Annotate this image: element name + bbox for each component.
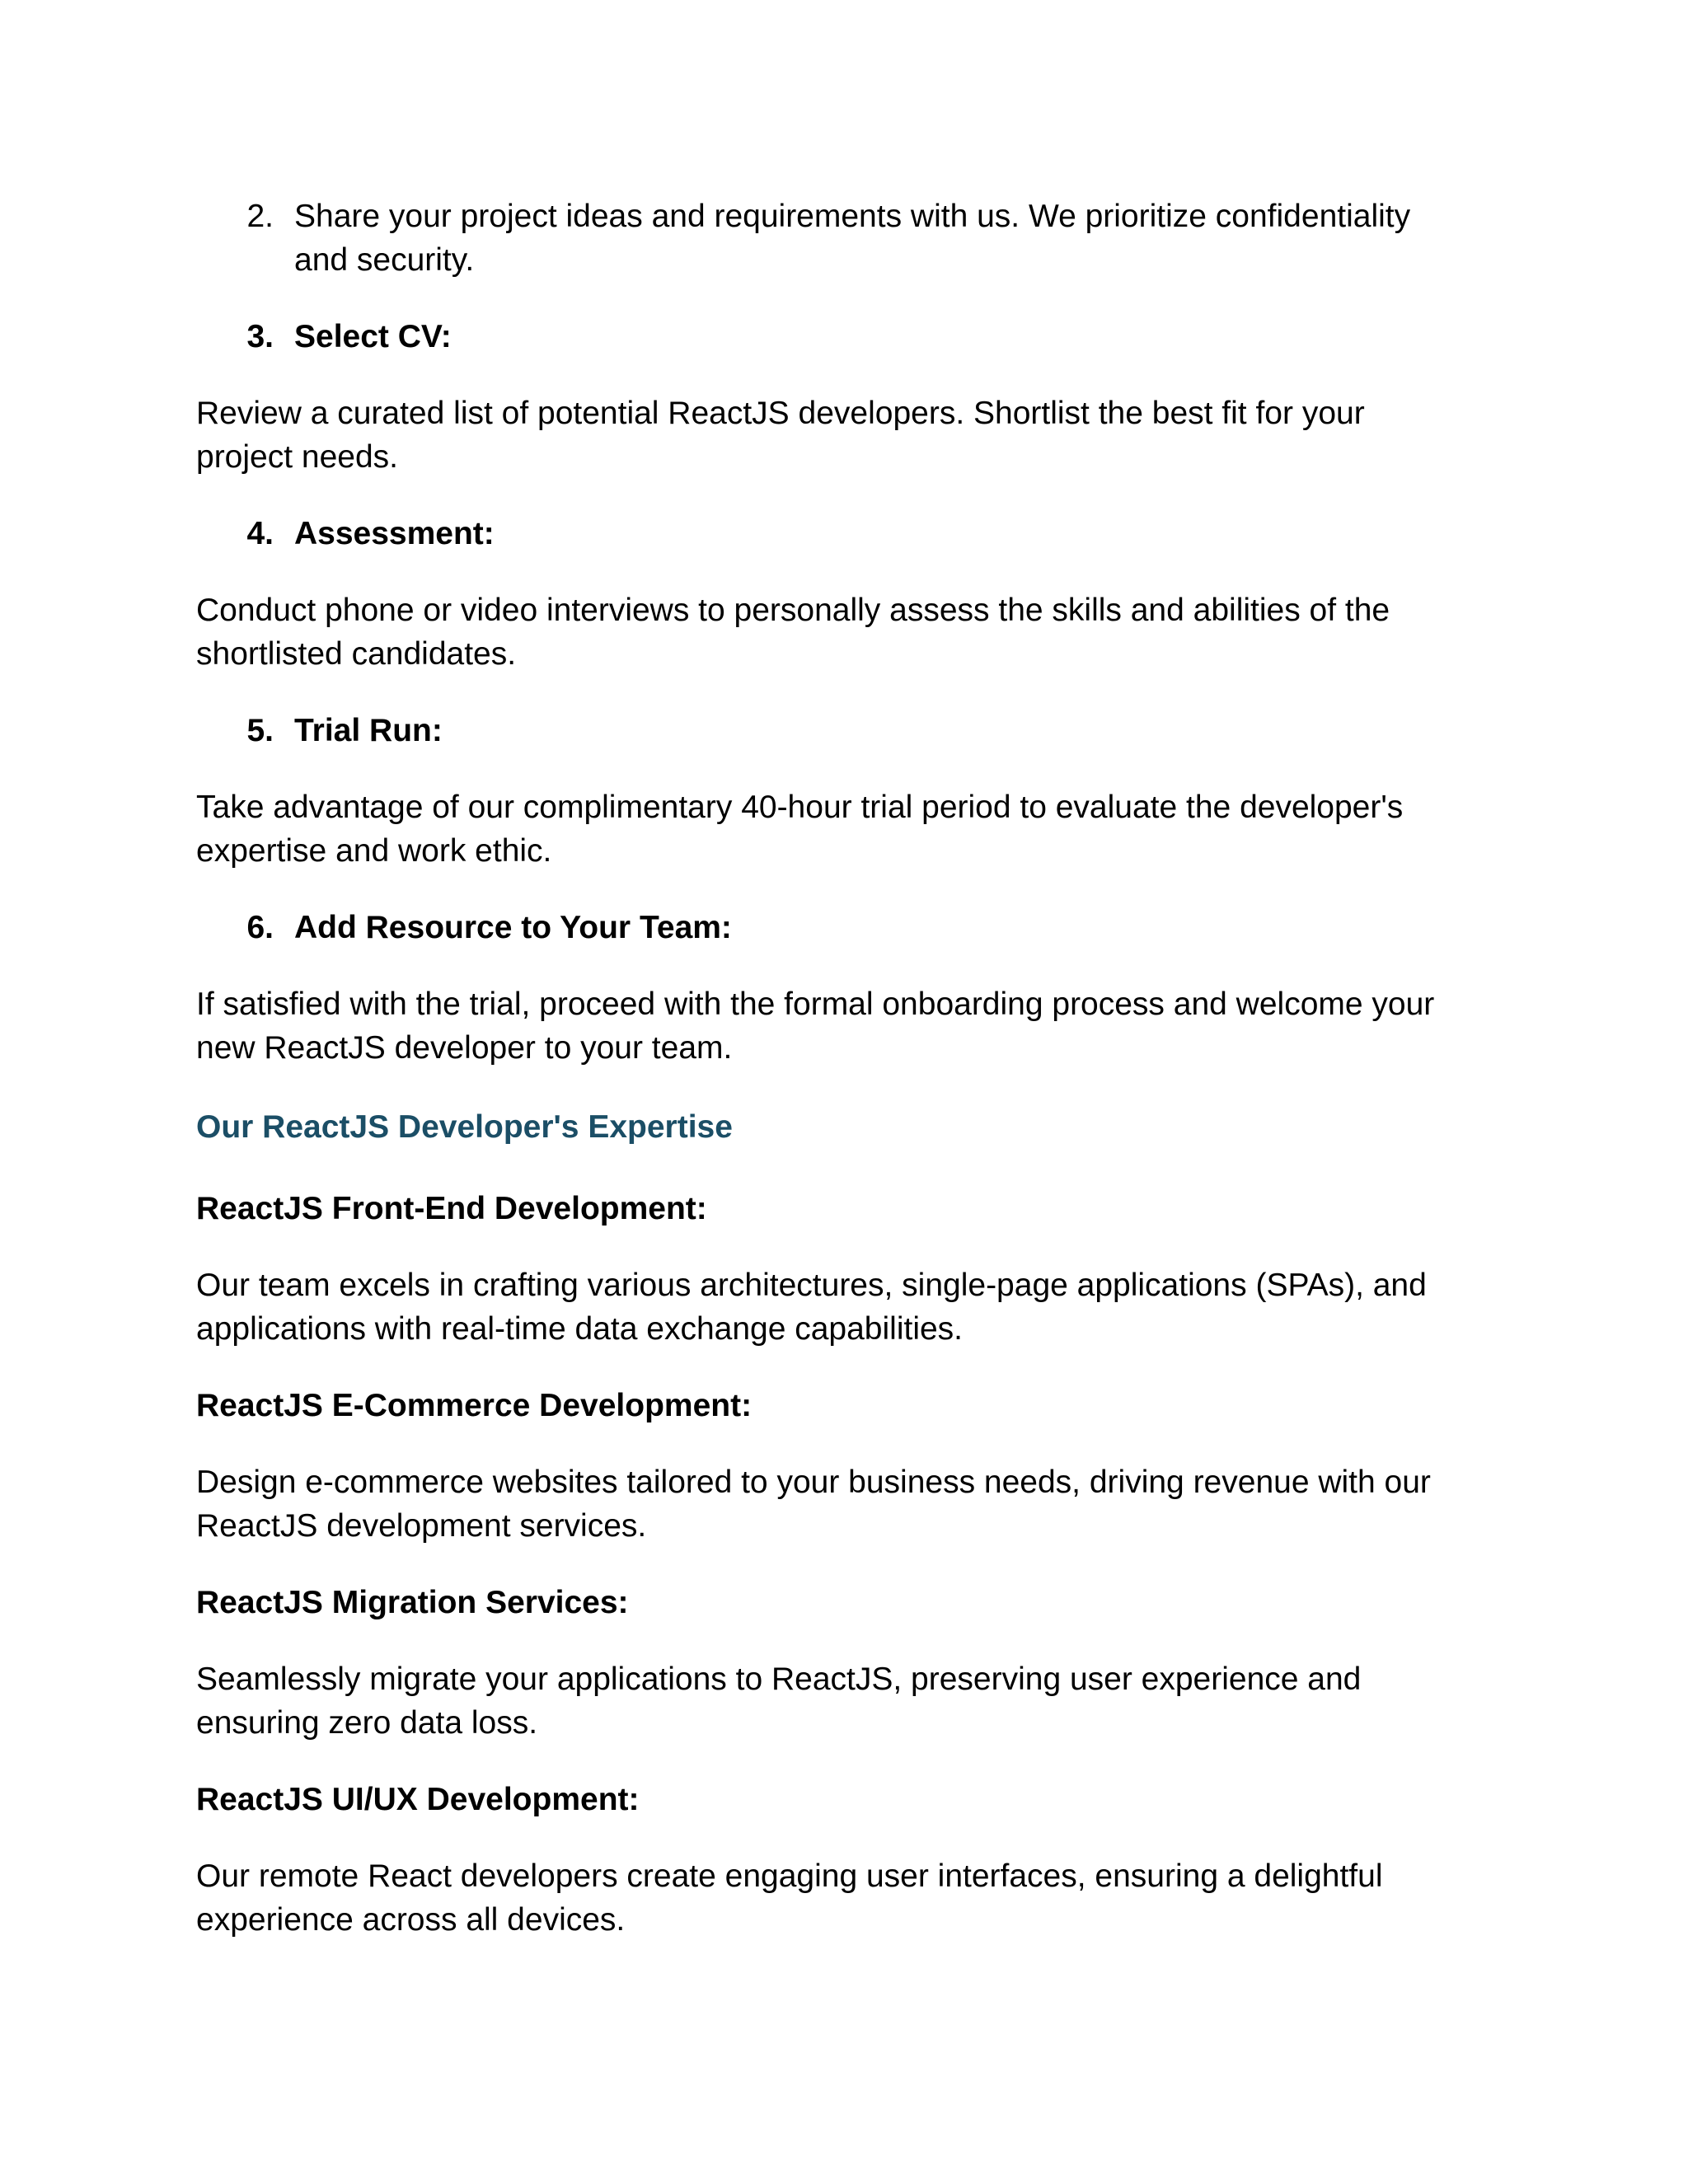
step-desc-line2: shortlisted candidates. bbox=[196, 636, 517, 672]
step-title-assessment: Assessment: bbox=[294, 516, 495, 551]
section-heading: Our ReactJS Developer's Expertise bbox=[196, 1109, 733, 1145]
expertise-desc-line2: ReactJS development services. bbox=[196, 1508, 647, 1544]
expertise-desc-line2: ensuring zero data loss. bbox=[196, 1705, 538, 1741]
step-desc-line1: Review a curated list of potential ReactJS developers. Shortlist the best fit for your bbox=[196, 396, 1365, 431]
expertise-desc-line1: Seamlessly migrate your applications to ReactJS, preserving user experience and bbox=[196, 1661, 1362, 1697]
expertise-desc-line1: Our remote React developers create engaging user interfaces, ensuring a delightful bbox=[196, 1858, 1383, 1894]
expertise-desc-line2: experience across all devices. bbox=[196, 1902, 626, 1938]
list-number-4: 4. bbox=[246, 516, 274, 551]
list-item-2-line1: Share your project ideas and requirements with us. We prioritize confidentiality bbox=[294, 199, 1411, 234]
step-title-select-cv: Select CV: bbox=[294, 319, 452, 354]
expertise-desc-line2: applications with real-time data exchange capabilities. bbox=[196, 1311, 964, 1347]
list-number-2: 2. bbox=[246, 199, 274, 234]
list-item-2-line2: and security. bbox=[294, 242, 475, 278]
step-desc-line2: expertise and work ethic. bbox=[196, 833, 552, 869]
list-number-5: 5. bbox=[246, 713, 274, 748]
step-desc-line1: Take advantage of our complimentary 40-hour trial period to evaluate the developer's bbox=[196, 790, 1404, 825]
expertise-title-front-end: ReactJS Front-End Development: bbox=[196, 1191, 707, 1226]
expertise-desc-line1: Our team excels in crafting various architectures, single-page applications (SPAs), and bbox=[196, 1268, 1427, 1303]
step-desc-line1: If satisfied with the trial, proceed with the formal onboarding process and welcome your bbox=[196, 987, 1435, 1022]
list-number-3: 3. bbox=[246, 319, 274, 354]
step-desc-line2: project needs. bbox=[196, 439, 398, 475]
step-title-add-resource: Add Resource to Your Team: bbox=[294, 910, 732, 945]
expertise-title-e-commerce: ReactJS E-Commerce Development: bbox=[196, 1388, 753, 1423]
step-desc-line1: Conduct phone or video interviews to personally assess the skills and abilities of the bbox=[196, 593, 1390, 628]
expertise-title-migration: ReactJS Migration Services: bbox=[196, 1585, 629, 1620]
step-desc-line2: new ReactJS developer to your team. bbox=[196, 1030, 733, 1066]
step-title-trial-run: Trial Run: bbox=[294, 713, 443, 748]
expertise-title-ui-ux: ReactJS UI/UX Development: bbox=[196, 1782, 640, 1817]
list-number-6: 6. bbox=[246, 910, 274, 945]
expertise-desc-line1: Design e-commerce websites tailored to your business needs, driving revenue with our bbox=[196, 1465, 1431, 1500]
